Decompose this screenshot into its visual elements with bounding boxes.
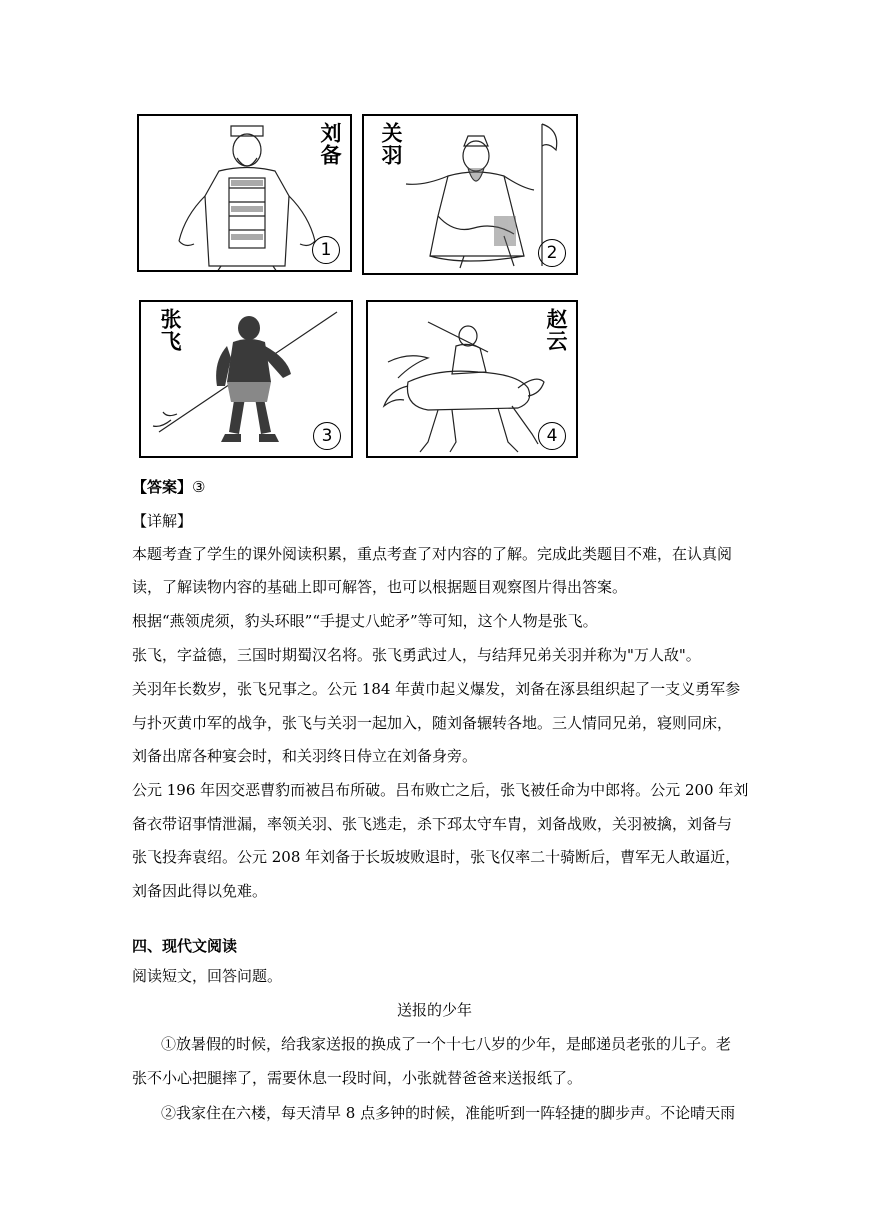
card-number-badge: 4 [538, 422, 566, 450]
paragraph-line: 刘备出席各种宴会时，和关羽终日侍立在刘备身旁。 [132, 747, 478, 765]
paragraph-line: 张飞投奔袁绍。公元 208 年刘备于长坂坡败退时，张飞仅率二十骑断后，曹军无人敢逼近， [132, 848, 741, 866]
paragraph-line: 本题考查了学生的课外阅读积累，重点考查了对内容的了解。完成此类题目不难，在认真阅 [132, 545, 733, 563]
paragraph-line: 张飞，字益德，三国时期蜀汉名将。张飞勇武过人，与结拜兄弟关羽并称为"万人敌"。 [132, 646, 701, 664]
card-name: 张飞 [158, 308, 182, 352]
card-name: 赵云 [544, 308, 568, 352]
paragraph-line: 关羽年长数岁，张飞兄事之。公元 184 年黄巾起义爆发，刘备在涿县组织起了一支义勇军参 [132, 680, 741, 698]
card-number-badge: 3 [313, 422, 341, 450]
paragraph-line: 读，了解读物内容的基础上即可解答，也可以根据题目观察图片得出答案。 [132, 578, 628, 596]
detail-label: 【详解】 [132, 512, 193, 530]
paragraph-line: 备衣带诏事情泄漏，率领关羽、张飞逃走，杀下邳太守车胄，刘备战败，关羽被擒，刘备与 [132, 815, 733, 833]
paragraph-line: 与扑灭黄巾军的战争，张飞与关羽一起加入，随刘备辗转各地。三人情同兄弟，寝则同床， [132, 714, 733, 732]
story-line: 张不小心把腿摔了，需要休息一段时间，小张就替爸爸来送报纸了。 [132, 1069, 583, 1087]
answer-label: 【答案】 [132, 478, 193, 496]
card-name: 刘备 [318, 122, 342, 166]
story-title: 送报的少年 [396, 1001, 472, 1019]
card-number-badge: 1 [312, 236, 340, 264]
card-liubei [137, 114, 352, 272]
card-number-badge: 2 [538, 239, 566, 267]
paragraph-line: 刘备因此得以免难。 [132, 882, 268, 900]
story-line: ②我家住在六楼，每天清早 8 点多钟的时候，准能听到一阵轻捷的脚步声。不论晴天雨 [161, 1104, 736, 1122]
story-line: ①放暑假的时候，给我家送报的换成了一个十七八岁的少年，是邮递员老张的儿子。老 [161, 1035, 732, 1053]
card-zhangfei [139, 300, 353, 458]
instruction-text: 阅读短文，回答问题。 [132, 967, 283, 985]
section-title: 四、现代文阅读 [132, 937, 238, 955]
card-name: 关羽 [379, 122, 403, 166]
answer-line [132, 477, 742, 497]
card-guanyu [362, 114, 578, 275]
card-zhaoyun [366, 300, 578, 458]
paragraph-line: 根据“燕领虎须，豹头环眼”“手提丈八蛇矛”等可知，这个人物是张飞。 [132, 612, 598, 630]
answer-value: ③ [192, 478, 206, 496]
paragraph-line: 公元 196 年因交恶曹豹而被吕布所破。吕布败亡之后，张飞被任命为中郎将。公元 200 年刘 [132, 781, 749, 799]
